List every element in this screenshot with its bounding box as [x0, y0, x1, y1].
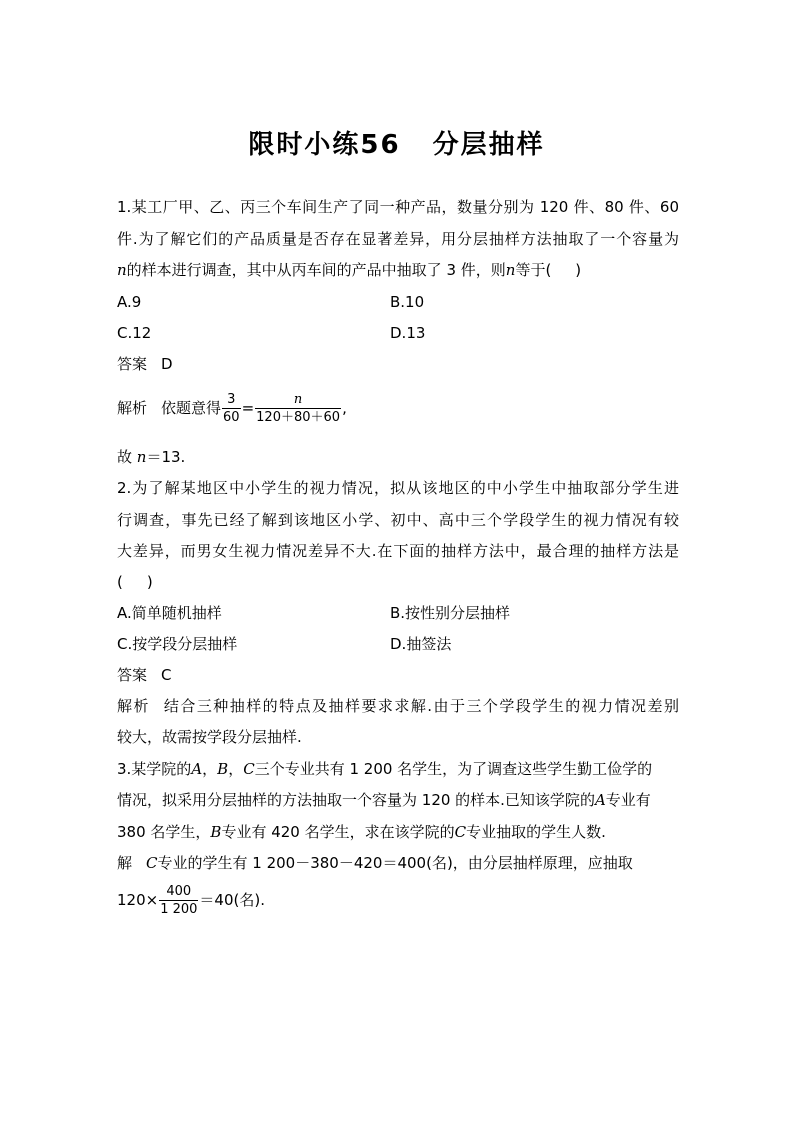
q1-line-3-tail: 等于( — [515, 261, 552, 279]
q3-line-2-var-A: A — [594, 791, 606, 809]
q1-analysis-label: 解析 — [117, 399, 148, 417]
q1-line-3-close: ) — [575, 261, 582, 279]
q3-line-3-a: 380 名学生， — [117, 823, 211, 841]
q3-line-2-b: 专业有 — [605, 791, 651, 809]
q2-analysis-text-1: 结合三种抽样的特点及抽样要求求解.由于三个学段学生的视力情况差别 — [163, 697, 679, 715]
q3-solution-label: 解 — [117, 854, 133, 872]
q1-option-b: B.10 — [390, 293, 425, 311]
q1-answer-value: D — [161, 355, 173, 373]
q3-solution-var-C: C — [146, 854, 158, 872]
q1-var-n-2: n — [505, 261, 516, 279]
q2-option-d: D.抽签法 — [390, 635, 452, 653]
page-title — [0, 124, 793, 161]
q2-line-1: 2.为了解某地区中小学生的视力情况，拟从该地区的中小学生中抽取部分学生进 — [117, 479, 679, 497]
q3-line-3-c: 专业抽取的学生人数. — [466, 823, 606, 841]
q3-line-2 — [117, 790, 679, 810]
q3-line-3-b: 专业有 420 名学生，求在该学院的 — [221, 823, 455, 841]
q2-line-3: 大差异，而男女生视力情况差异不大.在下面的抽样方法中，最合理的抽样方法是 — [117, 542, 679, 560]
q1-fraction-2 — [255, 392, 341, 425]
q1-result-prefix: 故 — [117, 448, 133, 466]
q3-solution — [117, 853, 679, 873]
q1-option-c: C.12 — [117, 324, 152, 342]
q3-line-2-a: 情况，拟采用分层抽样的方法抽取一个容量为 120 的样本.已知该学院的 — [117, 791, 595, 809]
q2-analysis-label: 解析 — [117, 697, 150, 715]
q1-fraction-1-numerator: 3 — [222, 392, 241, 409]
q3-calculation — [117, 884, 265, 917]
q1-result — [117, 447, 185, 467]
q1-answer — [117, 354, 173, 374]
q1-comma: , — [342, 399, 347, 417]
q3-var-A: A — [191, 760, 203, 778]
q3-line-1 — [117, 759, 679, 779]
q2-line-4 — [117, 572, 679, 592]
q3-fraction-denominator: 1 200 — [160, 902, 198, 917]
q1-option-a: A.9 — [117, 293, 142, 311]
q1-analysis — [117, 392, 347, 425]
q1-equals: = — [241, 399, 255, 417]
q1-line-3 — [117, 260, 679, 280]
q3-fraction-numerator: 400 — [159, 884, 198, 901]
q1-var-n: n — [117, 261, 127, 279]
title-prefix: 限时小练 — [248, 130, 361, 160]
q2-paren-open: ( — [117, 573, 123, 591]
q3-line-3-var-B: B — [210, 823, 222, 841]
q3-fraction — [159, 884, 198, 917]
q1-fraction-1-denominator: 60 — [223, 410, 240, 425]
q1-line-3-text: 的样本进行调查，其中从丙车间的产品中抽取了 3 件，则 — [126, 261, 506, 279]
q1-fraction-1 — [222, 392, 241, 425]
q3-calc-prefix: 120× — [117, 891, 159, 909]
q3-line-1-b: 三个专业共有 1 200 名学生，为了调查这些学生勤工俭学的 — [254, 760, 653, 778]
q3-line-3 — [117, 822, 679, 842]
q3-calc-tail: ＝40(名). — [199, 891, 265, 909]
q1-answer-label: 答案 — [117, 355, 148, 373]
q2-analysis-line-1 — [117, 696, 679, 716]
q1-fraction-2-denominator: 120＋80＋60 — [256, 410, 341, 425]
q1-fraction-2-numerator: n — [255, 392, 341, 409]
q2-answer-value: C — [161, 666, 172, 684]
q3-solution-text: 专业的学生有 1 200－380－420＝400(名)，由分层抽样原理，应抽取 — [157, 854, 633, 872]
title-number: 56 — [360, 130, 401, 160]
q3-sep-1: ， — [202, 760, 218, 778]
q2-option-a: A.简单随机抽样 — [117, 604, 222, 622]
q3-line-3-var-C: C — [454, 823, 467, 841]
q2-answer — [117, 665, 172, 685]
title-topic: 分层抽样 — [432, 130, 545, 160]
q1-line-2: 件.为了解它们的产品质量是否存在显著差异，用分层抽样方法抽取了一个容量为 — [117, 230, 679, 248]
q2-option-b: B.按性别分层抽样 — [390, 604, 511, 622]
q3-sep-2: ， — [228, 760, 244, 778]
q1-result-var: n — [136, 448, 147, 466]
q1-result-tail: ＝13. — [146, 448, 186, 466]
q2-line-2: 行调查，事先已经了解到该地区小学、初中、高中三个学段学生的视力情况有较 — [117, 511, 679, 529]
q2-paren-close: ) — [146, 573, 153, 591]
q1-option-d: D.13 — [390, 324, 426, 342]
q2-analysis-line-2: 较大，故需按学段分层抽样. — [117, 728, 302, 746]
q2-answer-label: 答案 — [117, 666, 148, 684]
q3-line-1-a: 3.某学院的 — [117, 760, 192, 778]
q2-option-c: C.按学段分层抽样 — [117, 635, 238, 653]
q1-line-1: 1.某工厂甲、乙、丙三个车间生产了同一种产品，数量分别为 120 件、80 件、60 — [117, 198, 679, 216]
q3-var-B: B — [217, 760, 229, 778]
q3-var-C: C — [243, 760, 255, 778]
q1-analysis-text: 依题意得 — [161, 399, 222, 417]
